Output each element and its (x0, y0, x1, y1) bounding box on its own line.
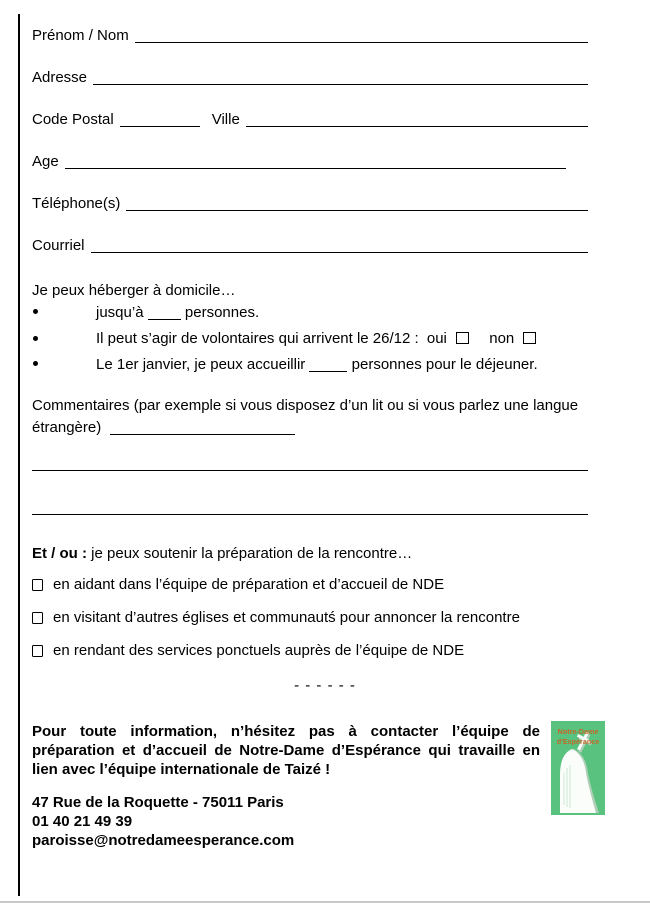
telephone-field-line[interactable] (126, 197, 588, 211)
comments-blank-line-2[interactable] (32, 514, 588, 515)
left-border-line (18, 14, 20, 896)
courriel-field-line[interactable] (91, 239, 588, 253)
logo-text-line2: d'Espérance (556, 737, 600, 746)
ville-label: Ville (211, 111, 240, 128)
oui-checkbox-icon[interactable] (456, 332, 469, 344)
logo-text-line1: Notre-Dame (557, 727, 599, 736)
contact-phone: 01 40 21 49 39 (32, 813, 133, 830)
support-option-2-label: en visitant d’autres églises et communautś pour annoncer la rencontre (53, 609, 520, 626)
comments-label-line2 (32, 417, 610, 439)
ville-field-line[interactable] (246, 113, 588, 127)
age-label: Age (32, 153, 59, 170)
bullet3-text-post: personnes pour le déjeuner. (351, 356, 538, 373)
prenom-nom-field-line[interactable] (135, 29, 588, 43)
contact-paragraph: Pour toute information, n’hésitez pas à contacter l’équipe de préparation et d’accueil de Notre-Dame d’Espérance qui travaille en lien avec l’équipe internationale de Taizé ! (32, 723, 540, 778)
code-postal-field-line[interactable] (120, 113, 200, 127)
bullet1-text-pre: jusqu’à (96, 304, 144, 321)
bullet-icon (33, 361, 38, 366)
adresse-label: Adresse (32, 69, 88, 86)
field-row-prenom-nom (32, 26, 588, 45)
contact-address: 47 Rue de la Roquette - 75011 Paris (32, 794, 284, 811)
bullet-icon (33, 336, 38, 341)
checkbox-icon[interactable] (32, 645, 43, 657)
oui-label: oui (426, 330, 447, 347)
bullet2-text: Il peut s’agir de volontaires qui arrivent le 26/12 : (96, 330, 419, 347)
telephone-label: Téléphone(s) (32, 195, 121, 212)
checkbox-icon[interactable] (32, 612, 43, 624)
non-label: non (489, 330, 515, 347)
prenom-nom-label: Prénom / Nom (32, 27, 129, 44)
comments-field-line[interactable] (110, 421, 295, 435)
bullet3-blank-line[interactable] (309, 358, 347, 372)
non-checkbox-icon[interactable] (523, 332, 536, 344)
hosting-bullet-2 (32, 330, 620, 348)
field-row-age (32, 152, 566, 171)
support-intro-bold: Et / ou : (32, 545, 87, 562)
hosting-intro: Je peux héberger à domicile… (32, 282, 236, 299)
checkbox-icon[interactable] (32, 579, 43, 591)
comments-label-line1: Commentaires (par exemple si vous disposez d’un lit ou si vous parlez une langue (32, 397, 579, 414)
bullet3-text-pre: Le 1er janvier, je peux accueillir (96, 356, 306, 373)
field-row-courriel (32, 236, 588, 255)
support-intro (32, 543, 610, 565)
support-option-2 (32, 609, 620, 627)
support-option-1-label: en aidant dans l’équipe de préparation et d’accueil de NDE (53, 576, 445, 593)
field-row-adresse (32, 68, 588, 87)
comments-blank-line-1[interactable] (32, 470, 588, 471)
support-option-1 (32, 576, 620, 594)
contact-email: paroisse@notredameesperance.com (32, 832, 295, 849)
bullet1-text-post: personnes. (184, 304, 260, 321)
bullet-icon (33, 309, 38, 314)
hosting-bullet-3 (32, 355, 620, 374)
bullet1-blank-line[interactable] (148, 306, 181, 320)
bottom-border-line (0, 901, 650, 903)
parish-logo-image (551, 721, 605, 815)
adresse-field-line[interactable] (93, 71, 588, 85)
dashed-separator: - - - - - - (294, 677, 356, 694)
age-field-line[interactable] (65, 155, 566, 169)
code-postal-label: Code Postal (32, 111, 114, 128)
field-row-telephone (32, 194, 588, 213)
support-option-3 (32, 642, 620, 660)
comments-label-etrangere: étrangère) (32, 419, 102, 436)
courriel-label: Courriel (32, 237, 85, 254)
hosting-bullet-1 (32, 303, 620, 322)
contact-block (32, 793, 294, 850)
parish-logo (551, 721, 605, 815)
support-intro-rest: je peux soutenir la préparation de la rencontre… (91, 545, 413, 562)
field-row-code-postal-ville (32, 110, 588, 129)
support-option-3-label: en rendant des services ponctuels auprès de l’équipe de NDE (53, 642, 465, 659)
